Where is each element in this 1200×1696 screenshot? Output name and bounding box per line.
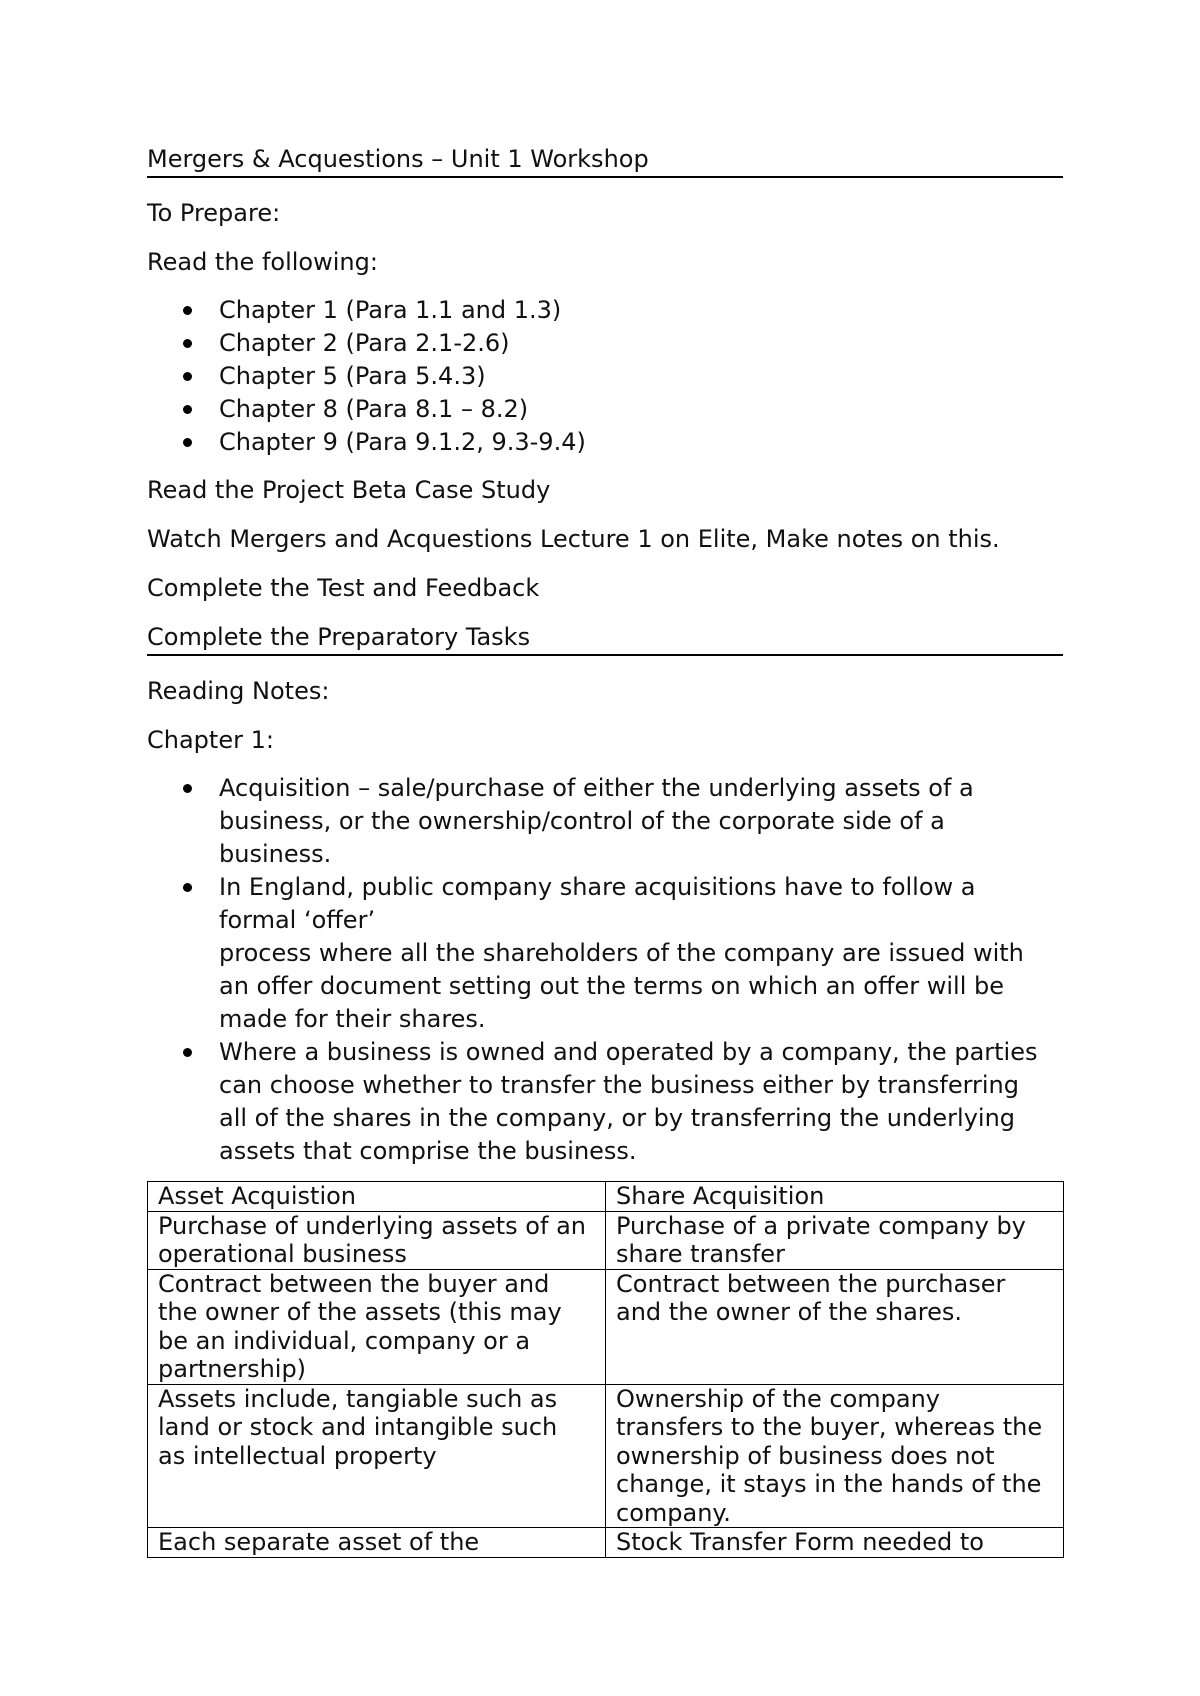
bullet-icon	[183, 339, 192, 348]
task-test-feedback: Complete the Test and Feedback	[147, 574, 540, 602]
task-lecture: Watch Mergers and Acquestions Lecture 1 on Elite, Make notes on this.	[147, 525, 1000, 553]
page-title: Mergers & Acquestions – Unit 1 Workshop	[147, 144, 1063, 178]
table-row	[148, 1384, 1064, 1528]
to-prepare-label: To Prepare:	[147, 199, 281, 227]
header-share-acquisition: Share Acquisition	[606, 1182, 1064, 1212]
table-row	[148, 1528, 1064, 1558]
list-item: Chapter 2 (Para 2.1-2.6)	[147, 327, 1063, 360]
task-case-study: Read the Project Beta Case Study	[147, 476, 551, 504]
table-header-row	[148, 1182, 1064, 1212]
table-cell: Contract between the purchaser and the owner of the shares.	[606, 1269, 1064, 1384]
acquisition-comparison-table	[147, 1181, 1064, 1558]
table-cell: Ownership of the company transfers to the buyer, whereas the ownership of business does not change, it stays in the hands of the company.	[606, 1384, 1064, 1528]
table-row	[148, 1269, 1064, 1384]
list-item: In England, public company share acquisitions have to follow a formal ‘offer’ process where all the shareholders of the company are issued with an offer document setting out the terms on which an offer will be made for their shares.	[147, 871, 1063, 1036]
list-item: Chapter 9 (Para 9.1.2, 9.3-9.4)	[147, 426, 1063, 459]
header-asset-acquisition: Asset Acquistion	[148, 1182, 606, 1212]
task-preparatory: Complete the Preparatory Tasks	[147, 622, 1063, 656]
bullet-icon	[183, 438, 192, 447]
bullet-icon	[183, 306, 192, 315]
list-item: Where a business is owned and operated by a company, the parties can choose whether to transfer the business either by transferring all of the shares in the company, or by transferring the underlying assets that comprise the business.	[147, 1036, 1063, 1168]
table-cell: Each separate asset of the	[148, 1528, 606, 1558]
table-cell: Assets include, tangiable such as land or stock and intangible such as intellectual property	[148, 1384, 606, 1528]
table-cell: Purchase of underlying assets of an operational business	[148, 1211, 606, 1269]
bullet-icon	[183, 784, 192, 793]
list-item: Chapter 1 (Para 1.1 and 1.3)	[147, 294, 1063, 327]
table-cell: Stock Transfer Form needed to	[606, 1528, 1064, 1558]
bullet-icon	[183, 1048, 192, 1057]
bullet-icon	[183, 405, 192, 414]
bullet-icon	[183, 883, 192, 892]
chapter1-notes	[147, 772, 1063, 1168]
bullet-icon	[183, 372, 192, 381]
list-item: Chapter 5 (Para 5.4.3)	[147, 360, 1063, 393]
list-item: Acquisition – sale/purchase of either the underlying assets of a business, or the ownership/control of the corporate side of a business.	[147, 772, 1063, 871]
read-following-label: Read the following:	[147, 248, 378, 276]
table-row	[148, 1211, 1064, 1269]
list-item: Chapter 8 (Para 8.1 – 8.2)	[147, 393, 1063, 426]
table-cell: Contract between the buyer and the owner of the assets (this may be an individual, company or a partnership)	[148, 1269, 606, 1384]
reading-list	[147, 294, 1063, 459]
table-cell: Purchase of a private company by share transfer	[606, 1211, 1064, 1269]
chapter1-label: Chapter 1:	[147, 726, 274, 754]
reading-notes-label: Reading Notes:	[147, 677, 330, 705]
